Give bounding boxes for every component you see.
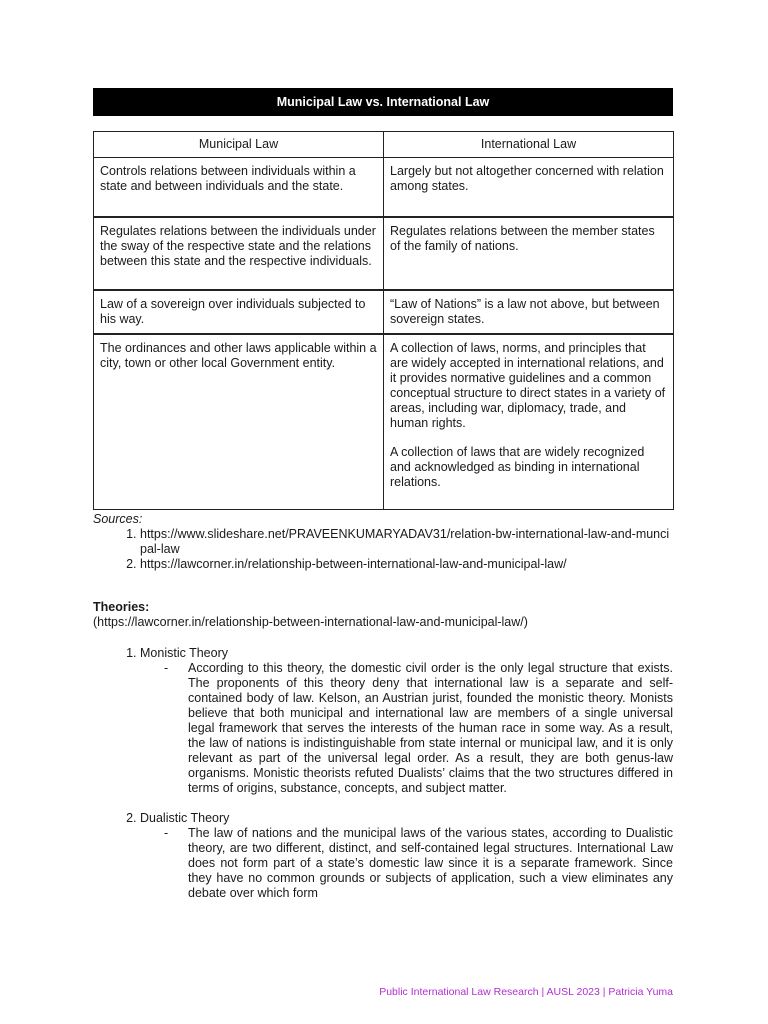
comparison-title	[93, 88, 673, 116]
theory-description-block	[140, 661, 673, 796]
cell-text: Regulates relations between the individuals under the sway of the respective state and the relations between this state and the respective individuals.	[100, 223, 376, 268]
cell-text: A collection of laws that are widely recognized and acknowledged as binding in international relations.	[390, 444, 645, 489]
sources-list	[93, 527, 673, 572]
theory-description: According to this theory, the domestic civil order is the only legal structure that exists. The proponents of this theory deny that international law is a separate and self-contained body of law. Kelson, an Austrian jurist, founded the monistic theory. Monists believe that both municipal and international law are members of a single universal legal framework that serves the interests of the human race in some way. As a result, the law of nations is indistinguishable from state internal or municipal law, and it is only relevant as part of the universal legal order. As a result, they are both genus-law organisms. Monistic theorists refuted Dualists’ claims that the two structures differed in terms of origins, substance, concepts, and subject matter.	[188, 661, 673, 795]
comparison-table	[93, 131, 674, 510]
table-row	[94, 290, 674, 334]
theory-name: 1. Monistic Theory	[140, 646, 228, 660]
theory-item	[140, 811, 673, 901]
municipal-cell	[94, 217, 384, 290]
table-header-row	[94, 132, 674, 158]
table-row	[94, 334, 674, 510]
source-link[interactable]: 2. https://lawcorner.in/relationship-between-international-law-and-municipal-law/	[140, 557, 673, 572]
source-link[interactable]: 1. https://www.slideshare.net/PRAVEENKUMARYADAV31/relation-bw-international-law-and-muncipal-law	[140, 527, 673, 557]
municipal-cell	[94, 158, 384, 217]
theory-name: 2. Dualistic Theory	[140, 811, 230, 825]
theories-heading: Theories:	[93, 600, 150, 614]
theory-description-block	[140, 826, 673, 901]
cell-text: Law of a sovereign over individuals subjected to his way.	[100, 296, 366, 326]
dash-bullet: -	[164, 826, 169, 840]
theory-description: The law of nations and the municipal laws of the various states, according to Dualistic theory, are two different, distinct, and self-contained legal structures. International Law does not form part of a state’s domestic law since it is a separate framework. Since they have no common grounds or subjects of application, such a view eliminates any debate over which form	[188, 826, 673, 900]
theories-list	[93, 646, 673, 901]
document-page	[93, 88, 673, 916]
header-municipal-law: Municipal Law	[94, 132, 384, 158]
theories-source-link[interactable]: (https://lawcorner.in/relationship-between-international-law-and-municipal-law/)	[93, 615, 528, 629]
cell-text: The ordinances and other laws applicable within a city, town or other local Government entity.	[100, 340, 377, 370]
international-cell	[384, 217, 674, 290]
municipal-cell	[94, 290, 384, 334]
header-international-law: International Law	[384, 132, 674, 158]
cell-text: Regulates relations between the member states of the family of nations.	[390, 223, 655, 253]
cell-text: Controls relations between individuals within a state and between individuals and the state.	[100, 164, 356, 193]
municipal-cell	[94, 334, 384, 510]
cell-text: A collection of laws, norms, and principles that are widely accepted in international relations, and it provides normative guidelines and a common conceptual structure to direct states in a variety of areas, including war, diplomacy, trade, and human rights.	[390, 340, 666, 430]
sources-label: Sources:	[93, 512, 143, 526]
international-cell	[384, 334, 674, 510]
theory-item	[140, 646, 673, 796]
table-row	[94, 158, 674, 217]
cell-text: “Law of Nations” is a law not above, but between sovereign states.	[390, 296, 660, 326]
international-cell	[384, 290, 674, 334]
table-row	[94, 217, 674, 290]
cell-text: Largely but not altogether concerned with relation among states.	[390, 164, 664, 193]
comparison-title-text: Municipal Law vs. International Law	[276, 95, 490, 109]
international-cell	[384, 158, 674, 217]
page-footer: Public International Law Research | AUSL 2023 | Patricia Yuma	[379, 986, 673, 998]
dash-bullet: -	[164, 661, 169, 675]
